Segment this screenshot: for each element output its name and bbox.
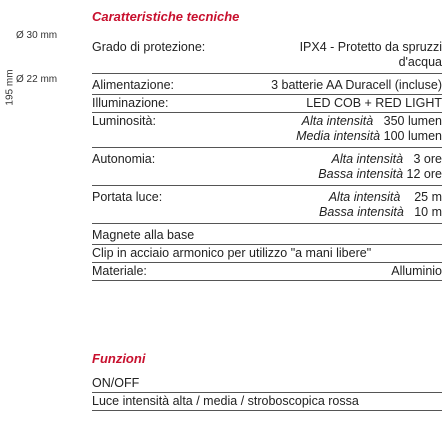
function-label: Luce intensità alta / media / stroboscopica rossa xyxy=(92,394,359,408)
spec-value-line: d'acqua xyxy=(398,55,442,69)
specs-heading: Caratteristiche tecniche xyxy=(92,9,240,24)
level-label: Alta intensità xyxy=(331,152,404,166)
spec-label: Magnete alla base xyxy=(92,228,195,242)
spec-label: Grado di protezione: xyxy=(92,40,206,54)
spec-value xyxy=(162,190,442,220)
spec-value-line xyxy=(155,167,442,182)
spec-value-line xyxy=(155,152,442,167)
function-label: ON/OFF xyxy=(92,376,140,390)
spec-value: LED COB + RED LIGHT xyxy=(306,96,442,110)
spec-label: Clip in acciaio armonico per utilizzo "a mani libere" xyxy=(92,246,372,260)
function-item xyxy=(92,394,442,411)
bottom-diameter-label: Ø 22 mm xyxy=(16,74,58,85)
spec-label: Alimentazione: xyxy=(92,78,174,92)
function-item xyxy=(92,376,442,393)
spec-value xyxy=(155,152,442,182)
spec-value-line: IPX4 - Protetto da spruzzi xyxy=(299,40,442,54)
specs-table xyxy=(92,40,442,281)
level-label: Alta intensità xyxy=(328,190,401,204)
spec-row-grado xyxy=(92,40,442,74)
spec-value xyxy=(205,40,442,70)
functions-heading: Funzioni xyxy=(92,351,146,366)
spec-row-magnete xyxy=(92,228,442,245)
spec-value-line xyxy=(162,205,442,220)
level-value: 3 ore xyxy=(413,152,442,166)
spec-value: Alluminio xyxy=(391,264,442,278)
level-label: Bassa intensità xyxy=(318,167,404,181)
top-diameter-label: Ø 30 mm xyxy=(16,30,58,41)
spec-row-portata xyxy=(92,190,442,224)
spec-value-line xyxy=(156,114,442,129)
level-value: 350 lumen xyxy=(383,114,442,128)
functions-list xyxy=(92,375,442,411)
spec-value xyxy=(156,114,442,144)
spec-label: Materiale: xyxy=(92,264,147,278)
level-value: 10 m xyxy=(414,205,442,219)
spec-row-luminosita xyxy=(92,114,442,148)
spec-value-line xyxy=(156,129,442,144)
level-value: 25 m xyxy=(414,190,442,204)
level-label: Alta intensità xyxy=(301,114,374,128)
spec-row-autonomia xyxy=(92,152,442,186)
spec-row-materiale xyxy=(92,264,442,281)
level-label: Media intensità xyxy=(296,129,381,143)
spec-label: Illuminazione: xyxy=(92,96,169,110)
spec-label: Portata luce: xyxy=(92,190,163,204)
spec-value-line xyxy=(162,190,442,205)
level-value: 12 ore xyxy=(406,167,442,181)
spec-value: 3 batterie AA Duracell (incluse) xyxy=(271,78,442,92)
level-label: Bassa intensità xyxy=(319,205,404,219)
spec-row-illuminazione xyxy=(92,96,442,113)
spec-label: Autonomia: xyxy=(92,152,156,166)
spec-row-alimentazione xyxy=(92,78,442,95)
spec-label: Luminosità: xyxy=(92,114,156,128)
height-label: 195 mm xyxy=(4,69,16,106)
spec-row-clip xyxy=(92,246,442,263)
level-value: 100 lumen xyxy=(383,129,442,143)
